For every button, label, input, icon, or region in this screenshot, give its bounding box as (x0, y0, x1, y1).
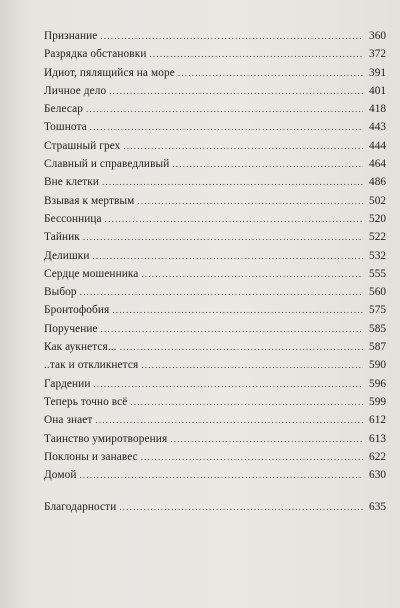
toc-entry-title: Бронтофобия (44, 304, 110, 317)
toc-entry-title: Как аукнется... (44, 341, 117, 354)
toc-entry-title: Таинство умиротворения (44, 432, 168, 445)
toc-entry (44, 45, 386, 63)
dot-leader (100, 27, 363, 45)
toc-entry-page: 575 (369, 304, 386, 317)
dot-leader (83, 228, 363, 246)
toc-entry (44, 375, 386, 393)
toc-entry-page: 522 (369, 231, 386, 244)
toc-entry-title: Тошнота (44, 121, 87, 134)
dot-leader (95, 411, 363, 429)
toc-entry-title: Идиот, пялящийся на море (44, 66, 175, 79)
toc-entry (44, 155, 386, 173)
toc-entry (44, 411, 386, 429)
toc-entry (44, 283, 386, 301)
toc-entry-page: 401 (369, 84, 386, 97)
toc-entry-page: 585 (369, 322, 386, 335)
toc-entry (44, 228, 386, 246)
dot-leader (80, 283, 363, 301)
toc-entry (44, 338, 386, 356)
dot-leader (141, 356, 363, 374)
toc-entry-title: Взывая к мертвым (44, 194, 135, 207)
toc-entry (44, 356, 386, 374)
toc-entry-page: 555 (369, 267, 386, 280)
toc-entry (44, 430, 386, 448)
toc-entry-page: 418 (369, 103, 386, 116)
toc-entry-title: Признание (44, 30, 98, 42)
toc-entry-title: Теперь точно всё (44, 395, 128, 408)
toc-entry-title: Белесар (44, 103, 83, 116)
toc-entry (44, 192, 386, 210)
toc-entry-page: 613 (369, 432, 386, 445)
toc-entry-title: Благодарности (44, 501, 117, 514)
dot-leader (170, 430, 363, 448)
toc-entry-title: Тайник (44, 231, 80, 244)
toc-entry-page: 587 (369, 341, 386, 354)
toc-entry-page: 532 (369, 249, 386, 262)
toc-entry-title: Поклоны и занавес (44, 450, 138, 463)
dot-leader (112, 301, 363, 319)
dot-leader (90, 118, 363, 136)
toc-entry-page: 502 (369, 194, 386, 207)
dot-leader (102, 173, 363, 191)
toc-entry (44, 137, 386, 155)
dot-leader (137, 192, 363, 210)
toc-entry-page: 443 (369, 121, 386, 134)
toc-entry-title: Домой (44, 469, 77, 482)
toc-entry-title: Гардении (44, 377, 91, 390)
toc-entry-title: Сердце мошенника (44, 267, 139, 280)
toc-entry-acknowledgements (44, 498, 386, 516)
dot-leader (141, 448, 363, 466)
dot-leader (79, 466, 363, 484)
toc-entry-title: Страшный грех (44, 139, 121, 152)
toc-entry-title: ..так и откликнется (44, 359, 139, 372)
toc-entry (44, 82, 386, 100)
dot-leader (130, 393, 363, 411)
toc-entry-page: 599 (369, 395, 386, 408)
toc-entry-page: 372 (369, 48, 386, 61)
toc-entry-page: 444 (369, 139, 386, 152)
toc-entry (44, 64, 386, 82)
dot-leader (120, 338, 363, 356)
dot-leader (172, 155, 363, 173)
toc-entry-title: Личное дело (44, 84, 107, 97)
dot-leader (93, 375, 363, 393)
toc-entry (44, 301, 386, 319)
dot-leader (123, 137, 363, 155)
toc-entry-title: Вне клетки (44, 176, 100, 189)
toc-entry-title: Бессонница (44, 212, 102, 225)
dot-leader (178, 64, 363, 82)
toc-entry-title: Выбор (44, 286, 77, 299)
toc-entry-page: 560 (369, 286, 386, 299)
toc-entry-page: 612 (369, 414, 386, 427)
toc-entry-page: 464 (369, 158, 386, 171)
toc-entry (44, 27, 386, 45)
toc-entry (44, 173, 386, 191)
toc-entry-page: 596 (369, 377, 386, 390)
toc-entry-page: 622 (369, 450, 386, 463)
toc-entry-page: 520 (369, 212, 386, 225)
toc-entry-title: Славный и справедливый (44, 158, 170, 171)
table-of-contents (44, 27, 386, 517)
dot-leader (141, 265, 363, 283)
toc-entry (44, 265, 386, 283)
toc-entry-title: Поручение (44, 322, 98, 335)
toc-entry-page: 360 (369, 30, 386, 42)
toc-entry-page: 630 (369, 469, 386, 482)
toc-entry-page: 590 (369, 359, 386, 372)
toc-entry (44, 466, 386, 484)
toc-entry (44, 100, 386, 118)
dot-leader (119, 498, 363, 516)
toc-entry-page: 391 (369, 66, 386, 79)
toc-entry-page: 635 (369, 501, 386, 514)
toc-entry (44, 393, 386, 411)
toc-entry-title: Она знает (44, 414, 93, 427)
toc-entry-page: 486 (369, 176, 386, 189)
dot-leader (92, 247, 363, 265)
dot-leader (86, 100, 363, 118)
toc-entry (44, 247, 386, 265)
toc-entry-title: Разрядка обстановки (44, 48, 147, 61)
toc-entry (44, 118, 386, 136)
toc-entry (44, 448, 386, 466)
toc-entry (44, 320, 386, 338)
dot-leader (149, 45, 363, 63)
dot-leader (101, 320, 363, 338)
dot-leader (105, 210, 363, 228)
toc-entry (44, 210, 386, 228)
toc-entry-title: Делишки (44, 249, 90, 262)
dot-leader (109, 82, 363, 100)
